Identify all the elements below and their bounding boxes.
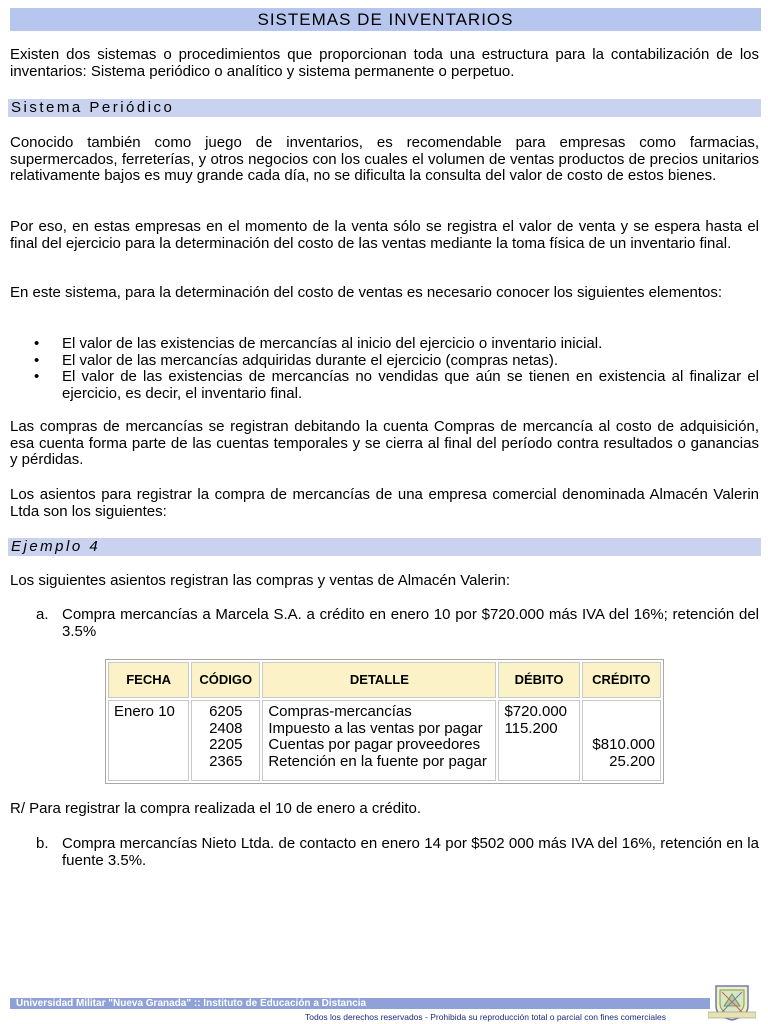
bullet-icon: • — [34, 335, 40, 352]
table-row — [108, 700, 661, 781]
cell-codigo: 6205 2408 2205 2365 — [191, 700, 260, 781]
paragraph-2: Por eso, en estas empresas en el momento de la venta sólo se registra el valor de venta y se espera hasta el final del ejercicio para la determinación del costo de las ventas mediante la toma física de un inventario final. — [10, 218, 759, 252]
header-fecha: FECHA — [108, 662, 189, 698]
page-title: SISTEMAS DE INVENTARIOS — [10, 8, 761, 31]
record-note: R/ Para registrar la compra realizada el 10 de enero a crédito. — [10, 800, 422, 817]
item-letter: a. — [36, 606, 49, 623]
paragraph-6: Los siguientes asientos registran las compras y ventas de Almacén Valerin: — [10, 572, 510, 589]
footer-rights: Todos los derechos reservados - Prohibida su reproducción total o parcial con fines comerciales — [305, 1012, 666, 1022]
intro-paragraph: Existen dos sistemas o procedimientos que proporcionan toda una estructura para la contabilización de los inventarios: Sistema periódico o analítico y sistema permanente o perpetuo. — [10, 46, 759, 80]
section-heading-periodic: Sistema Periódico — [8, 99, 761, 117]
list-item: • El valor de las existencias de mercancías al inicio del ejercicio o inventario inicial. — [34, 335, 603, 352]
item-a — [10, 607, 759, 640]
cell-detalle: Compras-mercancías Impuesto a las ventas por pagar Cuentas por pagar proveedores Retención en la fuente por pagar — [262, 700, 496, 781]
paragraph-3: En este sistema, para la determinación del costo de ventas es necesario conocer los siguientes elementos: — [10, 284, 723, 301]
header-debito: DÉBITO — [498, 662, 579, 698]
item-letter: b. — [36, 835, 49, 852]
paragraph-5: Los asientos para registrar la compra de mercancías de una empresa comercial denominada Almacén Valerin Ltda son los siguientes: — [10, 486, 759, 520]
footer-institution: Universidad Militar "Nueva Granada" :: Instituto de Educación a Distancia — [10, 998, 710, 1009]
cell-debito: $720.000 115.200 — [498, 700, 579, 781]
item-text: Compra mercancías Nieto Ltda. de contacto en enero 14 por $502 000 más IVA del 16%, retención en la fuente 3.5%. — [62, 835, 759, 869]
bullet-icon: • — [34, 368, 40, 385]
paragraph-1: Conocido también como juego de inventarios, es recomendable para empresas como farmacias, supermercados, ferreterías, y otros negocios con los cuales el volumen de ventas productos de precios unitarios relativamente bajos es muy grande cada día, no se dificulta la consulta del valor de costo de estos bienes. — [10, 134, 759, 184]
cell-fecha: Enero 10 — [108, 700, 189, 781]
example-heading: Ejemplo 4 — [8, 538, 761, 556]
university-logo-icon — [708, 982, 756, 1022]
cell-credito: $810.000 25.200 — [582, 700, 661, 781]
journal-entry-table — [105, 659, 664, 784]
list-item: • El valor de las mercancías adquiridas durante el ejercicio (compras netas). — [34, 351, 559, 369]
elements-list — [10, 336, 759, 402]
header-detalle: DETALLE — [262, 662, 496, 698]
header-credito: CRÉDITO — [582, 662, 661, 698]
header-codigo: CÓDIGO — [191, 662, 260, 698]
list-item: • El valor de las existencias de mercancías no vendidas que aún se tienen en existencia al finalizar el ejercicio, es decir, el inventario final. — [34, 368, 759, 402]
item-b — [10, 836, 759, 869]
item-text: Compra mercancías a Marcela S.A. a crédito en enero 10 por $720.000 más IVA del 16%; retención del 3.5% — [62, 606, 759, 640]
bullet-icon: • — [34, 351, 40, 369]
paragraph-4: Las compras de mercancías se registran debitando la cuenta Compras de mercancía al costo de adquisición, esa cuenta forma parte de las cuentas temporales y se cierra al final del período contra resultados o ganancias y pérdidas. — [10, 418, 759, 468]
